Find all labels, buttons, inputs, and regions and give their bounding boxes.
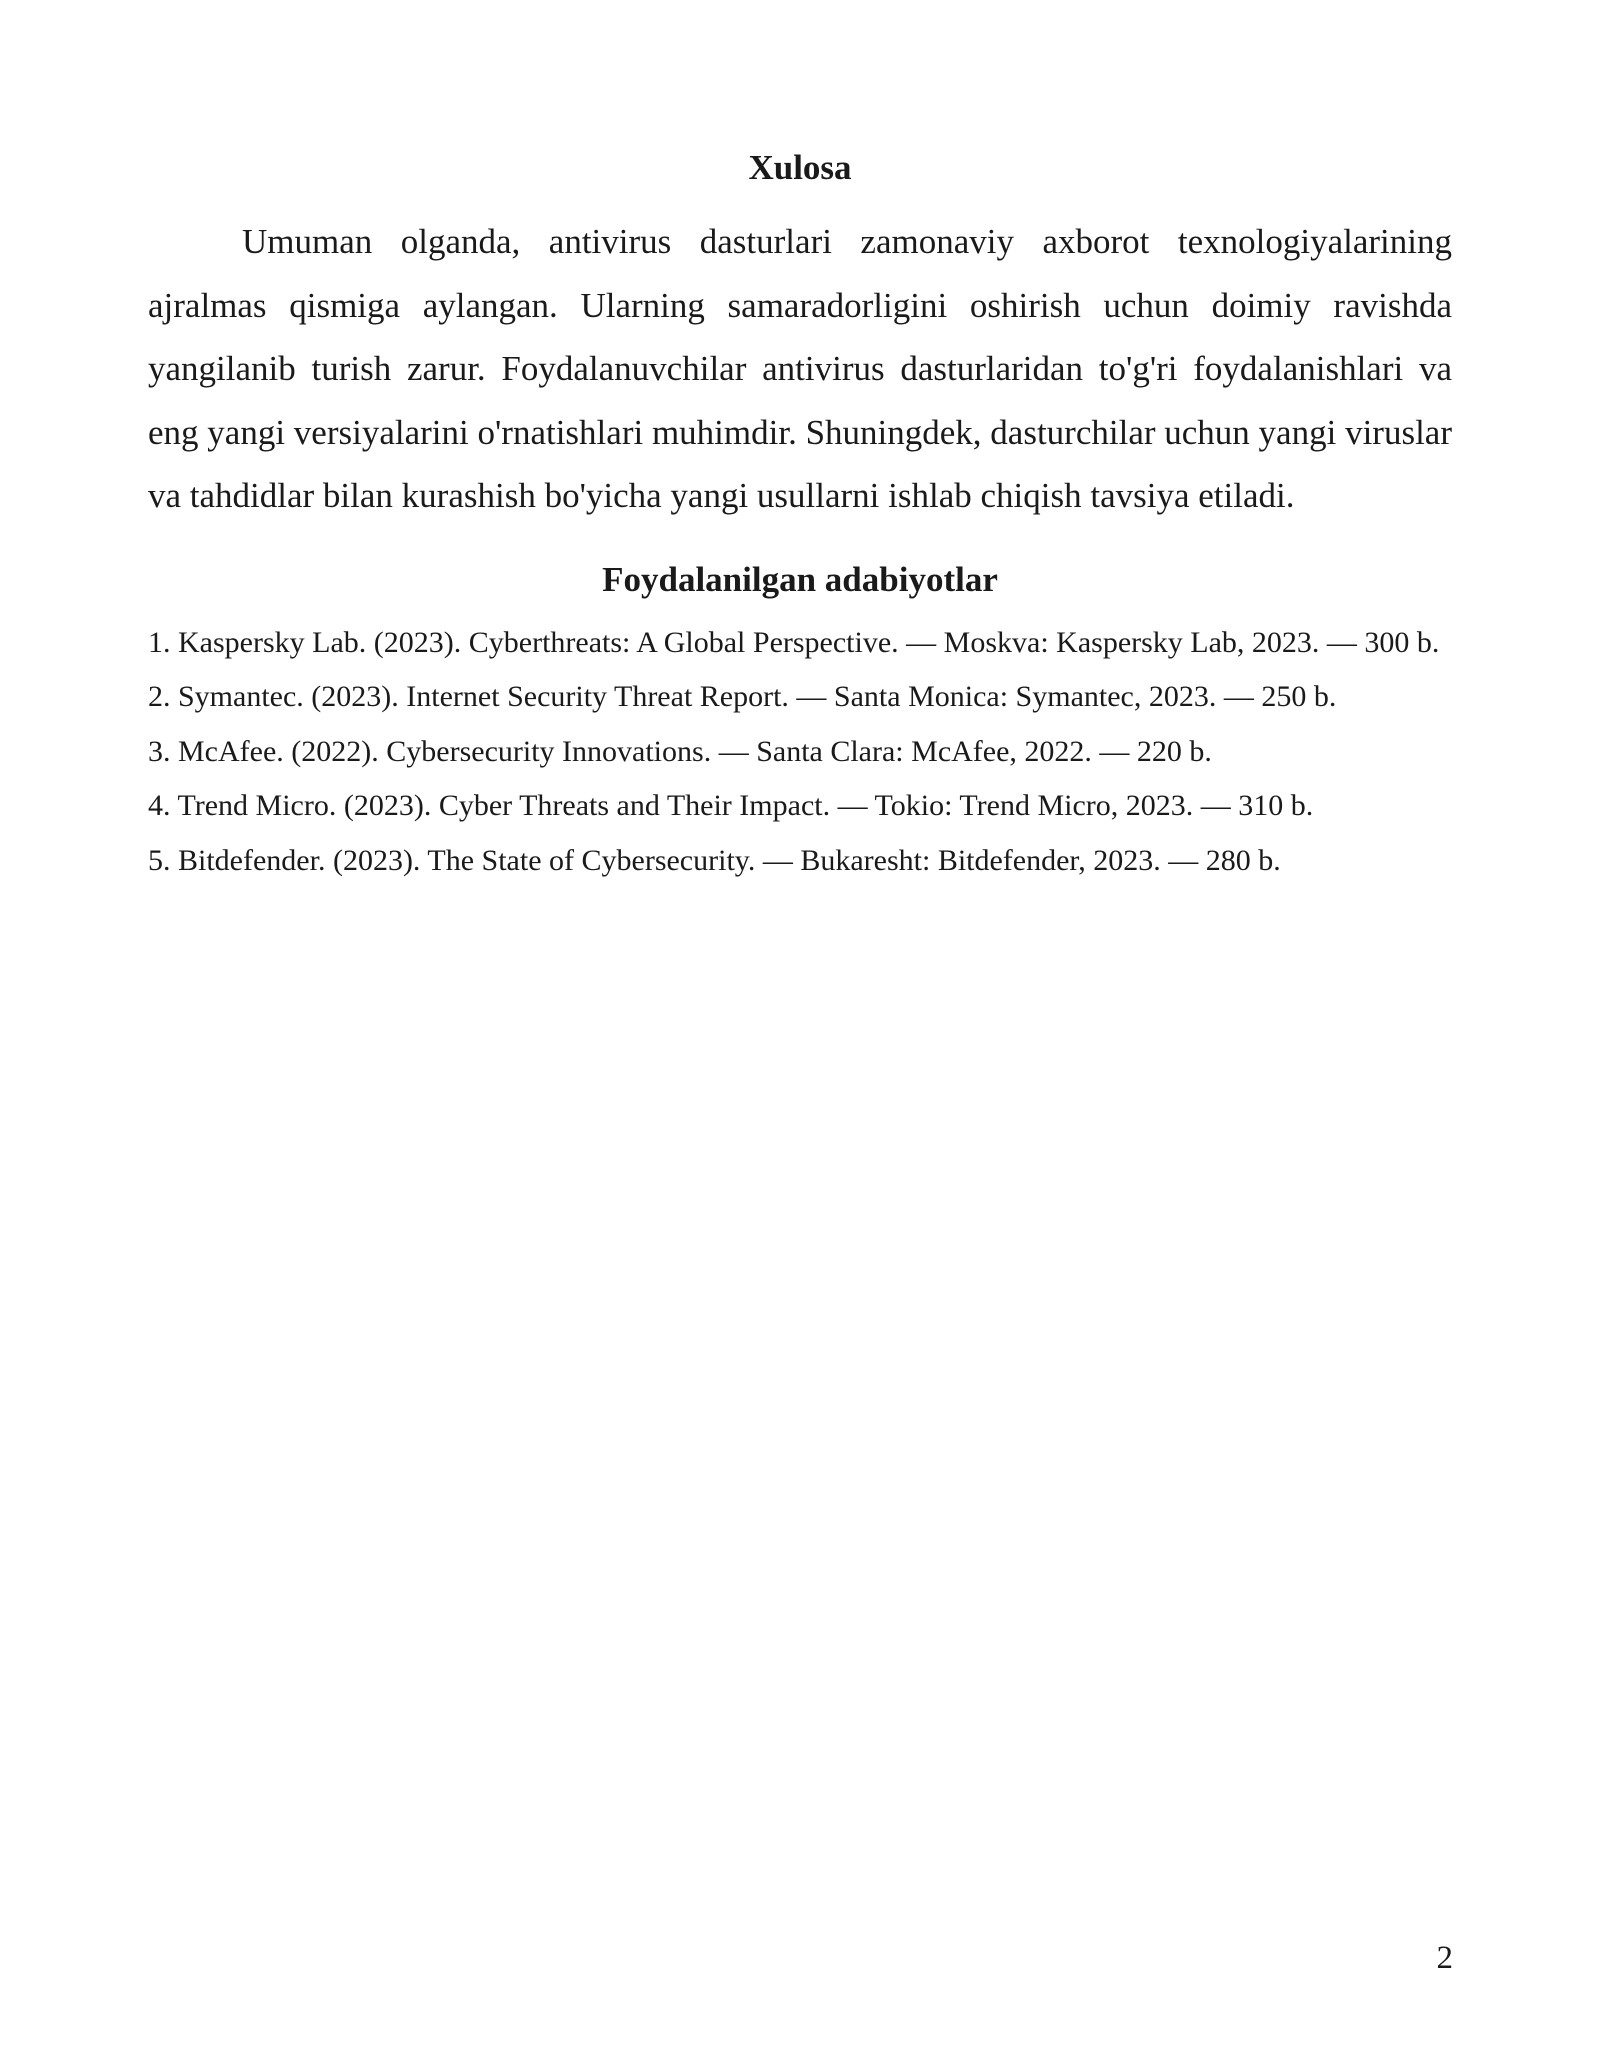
page-number: 2 [1436,1940,1453,1976]
conclusion-paragraph: Umuman olganda, antivirus dasturlari zamonaviy axborot texnologiyalarining ajralmas qismiga aylangan. Ularning samaradorligini oshirish uchun doimiy ravishda yangilanib turish zarur. Foydalanuvchilar antivirus dasturlaridan to'g'ri foydalanishlari va eng yangi versiyalarini o'rnatishlari muhimdir. Shuningdek, dasturchilar uchun yangi viruslar va tahdidlar bilan kurashish bo'yicha yangi usullarni ishlab chiqish tavsiya etiladi. [148,222,1452,515]
reference-item-5: 5. Bitdefender. (2023). The State of Cybersecurity. — Bukaresht: Bitdefender, 2023. — 280 b. [148,843,1281,877]
reference-item-2: 2. Symantec. (2023). Internet Security Threat Report. — Santa Monica: Symantec, 2023. — 250 b. [148,680,1337,713]
reference-item-3: 3. McAfee. (2022). Cybersecurity Innovations. — Santa Clara: McAfee, 2022. — 220 b. [148,734,1212,768]
reference-item-4: 4. Trend Micro. (2023). Cyber Threats and Their Impact. — Tokio: Trend Micro, 2023. — 310 b. [148,789,1314,822]
references-heading: Foydalanilgan adabiyotlar [602,559,998,599]
page-content [148,144,1452,888]
conclusion-heading: Xulosa [748,148,852,187]
references-list [148,616,1452,889]
reference-item-1: 1. Kaspersky Lab. (2023). Cyberthreats: A Global Perspective. — Moskva: Kaspersky Lab, 2023. — 300 b. [148,625,1440,659]
